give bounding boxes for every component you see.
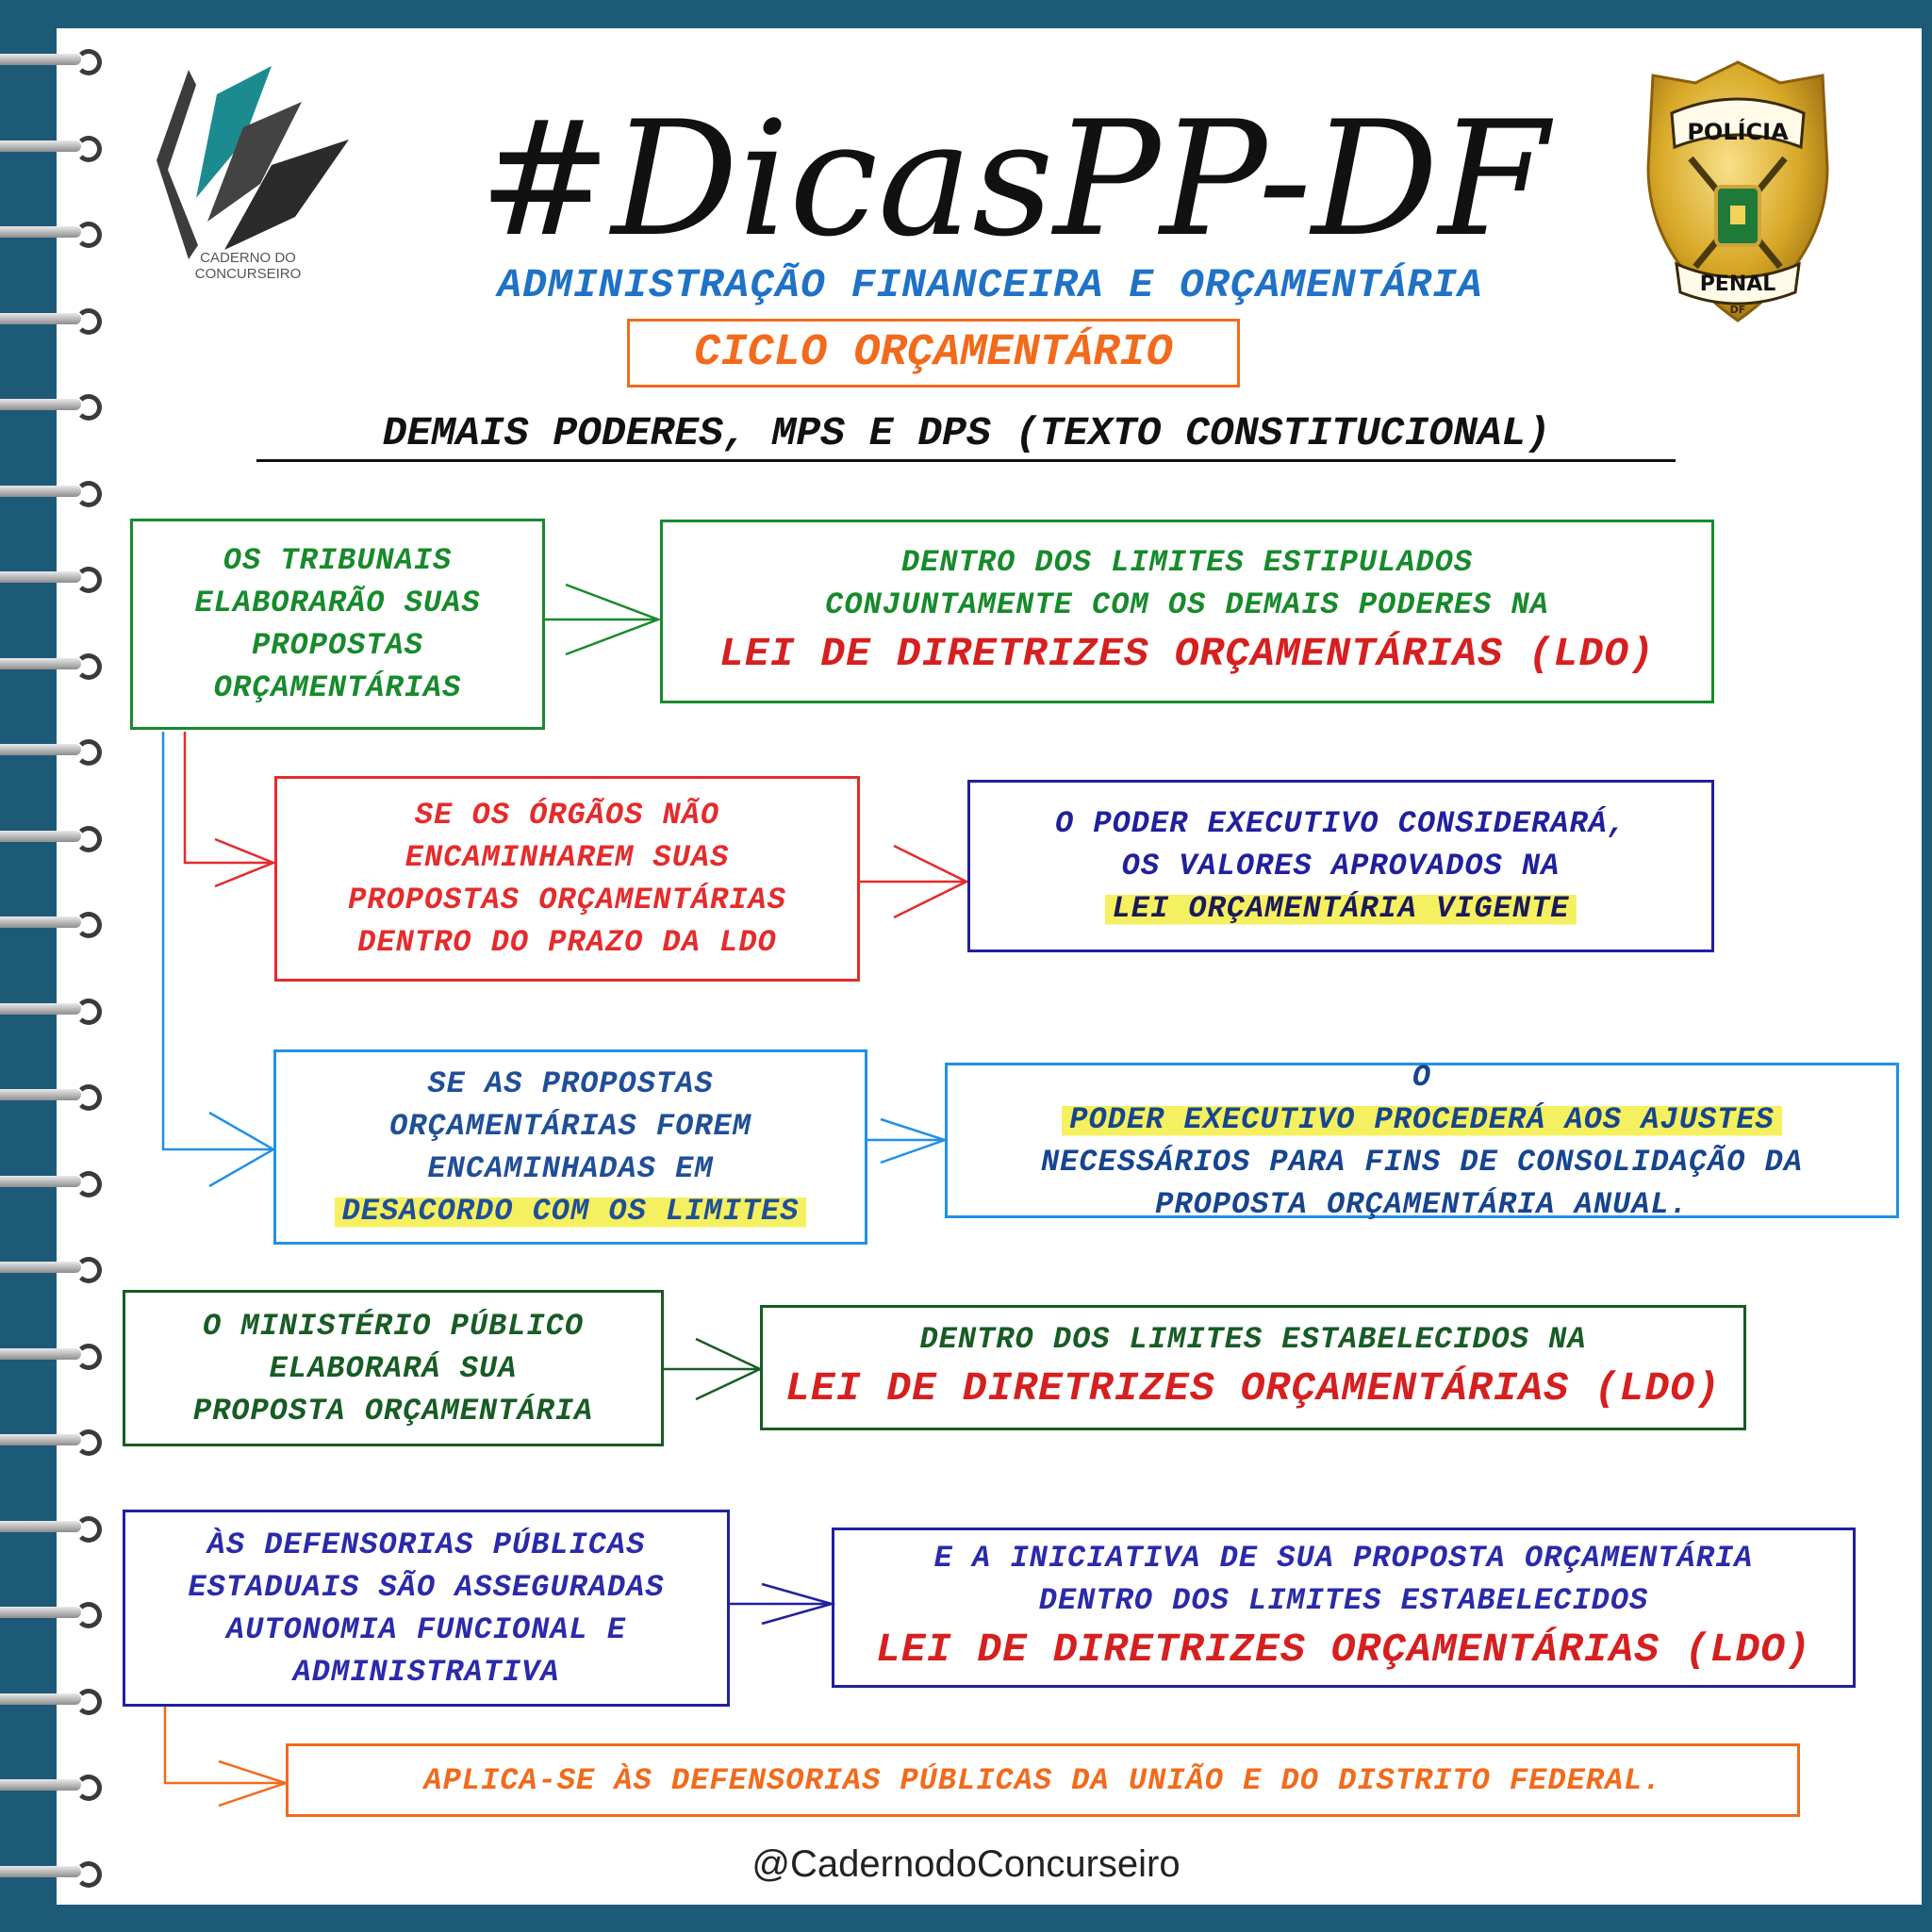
arrow-defensorias-to-aplica — [165, 1707, 286, 1806]
logo-text: CADERNO DO CONCURSEIRO — [194, 250, 302, 282]
node-ajustes: O PODER EXECUTIVO PROCEDERÁ AOS AJUSTES NECESSÁRIOS PARA FINS DE CONSOLIDAÇÃO DA PROPOSTA ORÇAMENTÁRIA ANUAL. — [945, 1063, 1899, 1218]
node-tribunais-limites: DENTRO DOS LIMITES ESTIPULADOS CONJUNTAMENTE COM OS DEMAIS PODERES NA LEI DE DIRETRIZES ORÇAMENTÁRIAS (LDO) — [660, 520, 1714, 703]
arrow-tribunais-to-limites — [545, 585, 658, 654]
node-defensorias-iniciativa: E A INICIATIVA DE SUA PROPOSTA ORÇAMENTÁRIA DENTRO DOS LIMITES ESTABELECIDOS LEI DE DIRETRIZES ORÇAMENTÁRIAS (LDO) — [832, 1527, 1856, 1688]
node-nao-encaminharem: SE OS ÓRGÃOS NÃO ENCAMINHAREM SUAS PROPOSTAS ORÇAMENTÁRIAS DENTRO DO PRAZO DA LDO — [274, 776, 860, 982]
arrow-desacordo-to-ajustes — [867, 1119, 945, 1163]
node-ministerio-limites: DENTRO DOS LIMITES ESTABELECIDOS NA LEI DE DIRETRIZES ORÇAMENTÁRIAS (LDO) — [760, 1305, 1746, 1430]
svg-text:DF: DF — [1729, 304, 1746, 316]
arrow-defensorias-to-iniciativa — [730, 1584, 832, 1624]
arrow-nao-encaminharem-to-executivo — [858, 846, 966, 917]
svg-text:POLÍCIA: POLÍCIA — [1687, 119, 1789, 145]
subtitle: ADMINISTRAÇÃO FINANCEIRA E ORÇAMENTÁRIA — [497, 262, 1483, 308]
section-subtitle: DEMAIS PODERES, MPS E DPS (TEXTO CONSTITUCIONAL) — [382, 410, 1551, 456]
node-tribunais: OS TRIBUNAIS ELABORARÃO SUAS PROPOSTAS ORÇAMENTÁRIAS — [130, 519, 545, 730]
svg-text:PENAL: PENAL — [1699, 272, 1776, 296]
node-ministerio: O MINISTÉRIO PÚBLICO ELABORARÁ SUA PROPOSTA ORÇAMENTÁRIA — [123, 1290, 664, 1446]
arrow-tribunais-to-desacordo — [163, 732, 273, 1186]
node-aplica: APLICA-SE ÀS DEFENSORIAS PÚBLICAS DA UNIÃO E DO DISTRITO FEDERAL. — [286, 1743, 1800, 1817]
arrow-ministerio-to-limites — [664, 1339, 760, 1399]
section-title: CICLO ORÇAMENTÁRIO — [694, 328, 1173, 378]
node-desacordo: SE AS PROPOSTAS ORÇAMENTÁRIAS FOREM ENCAMINHADAS EM DESACORDO COM OS LIMITES — [273, 1049, 867, 1245]
footer-handle: @CadernodoConcurseiro — [751, 1843, 1181, 1885]
arrow-tribunais-to-nao-encaminharem — [185, 732, 273, 886]
node-executivo-considerara: O PODER EXECUTIVO CONSIDERARÁ, OS VALORES APROVADOS NA LEI ORÇAMENTÁRIA VIGENTE — [967, 780, 1714, 952]
node-defensorias: ÀS DEFENSORIAS PÚBLICAS ESTADUAIS SÃO ASSEGURADAS AUTONOMIA FUNCIONAL E ADMINISTRATIVA — [123, 1510, 730, 1707]
main-title: #DicasPP-DF — [478, 87, 1549, 272]
